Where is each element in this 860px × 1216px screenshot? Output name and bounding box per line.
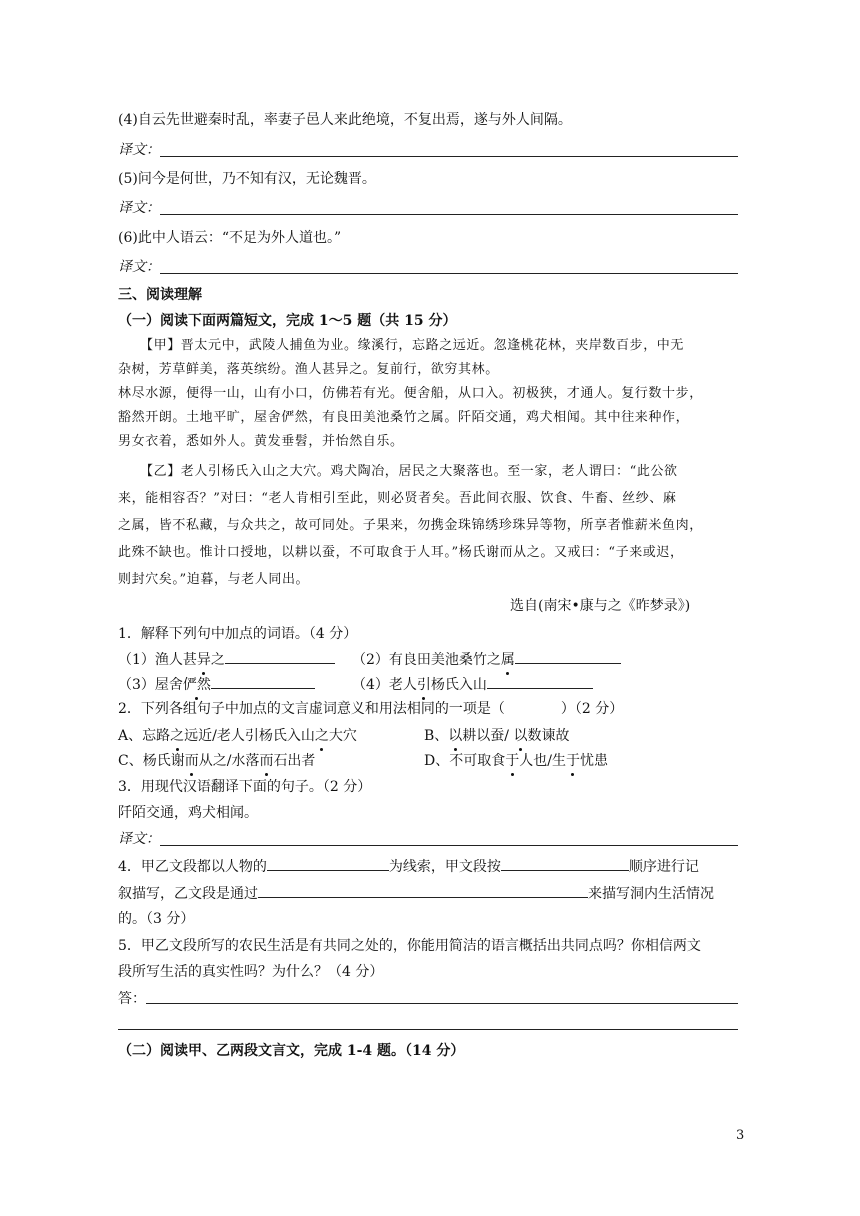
question-3-stem: 3．用现代汉语翻译下面的句子。（2 分） [118, 779, 372, 795]
translation-label: 译文： [118, 200, 160, 216]
option-text: 石出者 [273, 753, 316, 769]
item-text: （4）老人 [352, 677, 417, 693]
dotted-word: 异 [196, 652, 211, 668]
dotted-word: 之 [170, 728, 185, 744]
option-text: D、不可取食 [424, 753, 506, 769]
translation-label: 译文： [118, 142, 160, 158]
answer-blank[interactable] [258, 883, 588, 898]
question-2-option-a[interactable] [118, 726, 357, 746]
dotted-word: 之 [314, 728, 329, 744]
translation-label: 译文： [118, 831, 160, 847]
question-3-sentence: 阡陌交通，鸡犬相闻。 [118, 805, 258, 821]
question-1-item-4 [352, 674, 593, 695]
question-text: 为线索，甲文段按 [388, 859, 501, 875]
answer-blank[interactable] [487, 674, 593, 689]
question-text: 叙描写，乙文段是通过 [118, 886, 258, 902]
option-text: C、杨氏谢 [118, 753, 185, 769]
passage-jia-line: 杂树，芳草鲜美，落英缤纷。渔人甚异之。复前行，欲穷其林。 [118, 362, 499, 377]
part1-title: （一）阅读下面两篇短文，完成 1～5 题（共 15 分） [118, 313, 457, 329]
dotted-word: 于 [505, 753, 520, 769]
answer-line [160, 214, 738, 215]
dotted-word: 俨然 [182, 677, 211, 693]
option-text: 大穴 [328, 728, 357, 744]
translation-label: 译文： [118, 259, 160, 275]
dotted-word: 于 [565, 753, 580, 769]
passage-yi-line: 之属，皆不私藏，与众共之，故可同处。子果来，勿携金珠锦绣珍珠异等物，所享者惟薪米鱼肉， [118, 518, 703, 533]
passage-jia-line: 【甲】晋太元中，武陵人捕鱼为业。缘溪行，忘路之远近。忽逢桃花林，夹岸数百步，中无 [140, 338, 685, 353]
answer-line[interactable] [146, 1003, 738, 1004]
option-text: 人也/生 [519, 753, 566, 769]
source-citation: 选自(南宋•康与之《昨梦录》) [510, 598, 691, 614]
question-text: 顺序进行记 [628, 859, 699, 875]
dotted-word: 以 [513, 728, 528, 744]
answer-line [160, 273, 738, 274]
question-2-option-b[interactable] [424, 726, 569, 746]
option-text: 数谏故 [527, 728, 570, 744]
answer-blank[interactable] [225, 649, 335, 664]
question-4-line-1 [118, 856, 699, 877]
dotted-word: 以 [448, 728, 463, 744]
passage-jia-line: 林尽水源，便得一山，山有小口，仿佛若有光。便舍船，从口入。初极狭，才通人。复行数十步， [118, 386, 703, 401]
question-5-line-2: 段所写生活的真实性吗？为什么？（4 分） [118, 964, 384, 980]
item-text: （2）有良田美池桑竹之 [352, 652, 501, 668]
passage-jia-line: 豁然开朗。土地平旷，屋舍俨然，有良田美池桑竹之属。阡陌交通，鸡犬相闻。其中往来种作， [118, 410, 690, 425]
item-text: 之 [210, 652, 225, 668]
option-text: 从之/水落 [198, 753, 260, 769]
question-1-item-2 [352, 649, 621, 670]
question-text: 4．甲乙文段都以人物的 [118, 859, 267, 875]
answer-blank[interactable] [501, 856, 629, 871]
translation-item-4: (4)自云先世避秦时乱，率妻子邑人来此绝境，不复出焉，遂与外人间隔。 [118, 112, 572, 128]
passage-yi-line: 此殊不缺也。惟计口授地，以耕以蚕，不可取食于人耳。”杨氏谢而从之。又戒曰：“子来或迟， [118, 545, 684, 560]
question-2-stem: 2．下列各组句子中加点的文言虚词意义和用法相同的一项是（ ）（2 分） [118, 701, 624, 717]
dotted-word: 属 [500, 652, 515, 668]
answer-blank[interactable] [515, 649, 621, 664]
passage-jia-line: 男女衣着，悉如外人。黄发垂髫，并怡然自乐。 [118, 434, 404, 449]
question-text: 来描写洞内生活情况 [588, 886, 714, 902]
question-2-option-d[interactable] [424, 751, 608, 771]
option-text: 远近/老人引杨氏入山 [184, 728, 315, 744]
dotted-word: 引 [416, 677, 431, 693]
item-text: （1）渔人甚 [118, 652, 197, 668]
translation-item-6: (6)此中人语云：“不足为外人道也。” [118, 230, 342, 246]
answer-blank[interactable] [267, 856, 389, 871]
passage-yi-line: 【乙】老人引杨氏入山之大穴。鸡犬陶冶，居民之大聚落也。至一家，老人谓曰：“此公欲 [140, 464, 678, 479]
question-1-item-1 [118, 649, 335, 670]
dotted-word: 而 [184, 753, 199, 769]
answer-label: 答： [118, 991, 146, 1007]
section-title: 三、阅读理解 [118, 287, 202, 303]
question-4-line-3: 的。（3 分） [118, 911, 195, 927]
passage-yi-line: 则封穴矣。”迫暮，与老人同出。 [118, 572, 310, 587]
passage-yi-line: 来，能相容否？”对曰：“老人肯相引至此，则必贤者矣。吾此间衣服、饮食、牛畜、丝纱、麻 [118, 491, 677, 506]
part2-title: （二）阅读甲、乙两段文言文，完成 1-4 题。（14 分） [118, 1043, 465, 1059]
option-text: B、 [424, 728, 449, 744]
option-text: 忧患 [579, 753, 608, 769]
dotted-word: 而 [259, 753, 274, 769]
question-4-line-2 [118, 883, 714, 904]
question-5-line-1: 5．甲乙文段所写的农民生活是有共同之处的，你能用简洁的语言概括出共同点吗？你相信两文 [118, 938, 701, 954]
page-number: 3 [736, 1128, 745, 1143]
option-text: A、忘路 [118, 728, 171, 744]
translation-item-5: (5)问今是何世，乃不知有汉，无论魏晋。 [118, 171, 376, 187]
item-text: 杨氏入山 [430, 677, 487, 693]
question-1-stem: 1．解释下列句中加点的词语。（4 分） [118, 626, 358, 642]
question-2-option-c[interactable] [118, 751, 315, 771]
answer-blank[interactable] [211, 674, 315, 689]
item-text: （3）屋舍 [118, 677, 183, 693]
answer-line [160, 156, 738, 157]
answer-line[interactable] [118, 1029, 738, 1030]
option-text: 耕以蚕/ [462, 728, 514, 744]
answer-line[interactable] [160, 845, 738, 846]
question-1-item-3 [118, 674, 315, 695]
